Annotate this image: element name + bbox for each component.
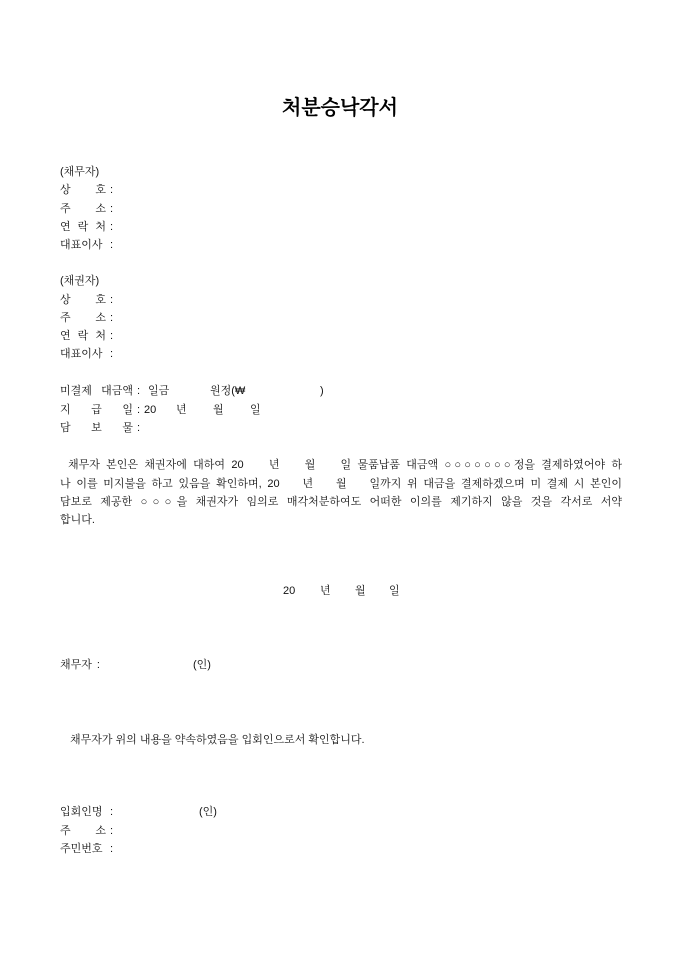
debtor-ceo-label: 대표이사 [60,239,103,251]
statement-line-4: 합니다. [60,514,95,526]
signing-date [0,584,680,598]
debtor-signature-label: 채무자 [60,659,92,671]
debtor-company-row [60,183,113,197]
due-year-prefix: 20 [144,404,157,416]
colon: : [110,239,114,251]
colon: : [110,294,114,306]
debtor-contact-row [60,220,113,234]
witness-id-row [60,842,113,856]
amount-unit: 원정(₩ [210,385,246,397]
colon: : [110,348,114,360]
creditor-company-label: 상 호 [60,294,106,306]
colon: : [110,203,114,215]
unpaid-amount-label: 미결제 대금액 [60,385,133,397]
colon: : [110,221,114,233]
colon: : [110,330,114,342]
collateral-row [60,421,140,435]
colon: : [137,385,141,397]
debtor-address-label: 주 소 [60,203,106,215]
due-date-row [60,403,280,417]
debtor-ceo-row [60,238,113,252]
colon: : [137,422,141,434]
witness-seal: (인) [199,806,217,818]
witness-address-row [60,824,113,838]
signing-year-prefix: 20 [283,585,296,597]
creditor-ceo-row [60,347,113,361]
witness-name-row [60,805,240,819]
colon: : [137,404,141,416]
creditor-address-row [60,311,113,325]
witness-address-label: 주 소 [60,825,106,837]
debtor-heading: (채무자) [60,166,100,178]
debtor-seal: (인) [193,659,211,671]
creditor-heading: (채권자) [60,275,100,287]
creditor-contact-row [60,329,113,343]
creditor-address-label: 주 소 [60,312,106,324]
debtor-address-row [60,202,113,216]
colon: : [110,806,114,818]
colon: : [110,312,114,324]
due-month-unit: 월 [213,404,224,416]
witness-name-label: 입회인명 [60,806,103,818]
statement-line-3: 담보로 제공한 ○○○을 채권자가 임의로 매각처분하여도 어떠한 이의를 제기하지 않을 것을 각서로 서약 [60,496,622,508]
debtor-contact-label: 연 락 처 [60,221,106,233]
due-day-unit: 일 [250,404,261,416]
colon: : [110,184,114,196]
amount-prefix: 일금 [148,385,170,397]
debtor-company-label: 상 호 [60,184,106,196]
colon: : [96,659,100,671]
signing-year-unit: 년 [320,585,331,597]
statement-line-2: 나 이를 미지불을 하고 있음을 확인하며, 20 년 월 일까지 위 대금을 결제하겠으며 미 결제 시 본인이 [60,478,622,490]
collateral-label: 담 보 물 [60,422,133,434]
statement-line-1: 채무자 본인은 채권자에 대하여 20 년 월 일 물품납품 대금액 ○○○○○○○정을 결제하였어야 하 [68,459,622,471]
signing-month-unit: 월 [355,585,366,597]
creditor-contact-label: 연 락 처 [60,330,106,342]
debtor-signature-row [60,658,230,672]
witness-id-label: 주민번호 [60,843,103,855]
due-year-unit: 년 [176,404,187,416]
document-title: 처분승낙각서 [282,97,398,119]
colon: : [110,825,114,837]
unpaid-amount-row [60,384,360,398]
witness-confirmation: 채무자가 위의 내용을 약속하였음을 입회인으로서 확인합니다. [70,734,365,746]
creditor-ceo-label: 대표이사 [60,348,103,360]
amount-close-paren: ) [320,385,324,397]
colon: : [110,843,114,855]
signing-day-unit: 일 [389,585,400,597]
creditor-company-row [60,293,113,307]
due-date-label: 지 급 일 [60,404,133,416]
